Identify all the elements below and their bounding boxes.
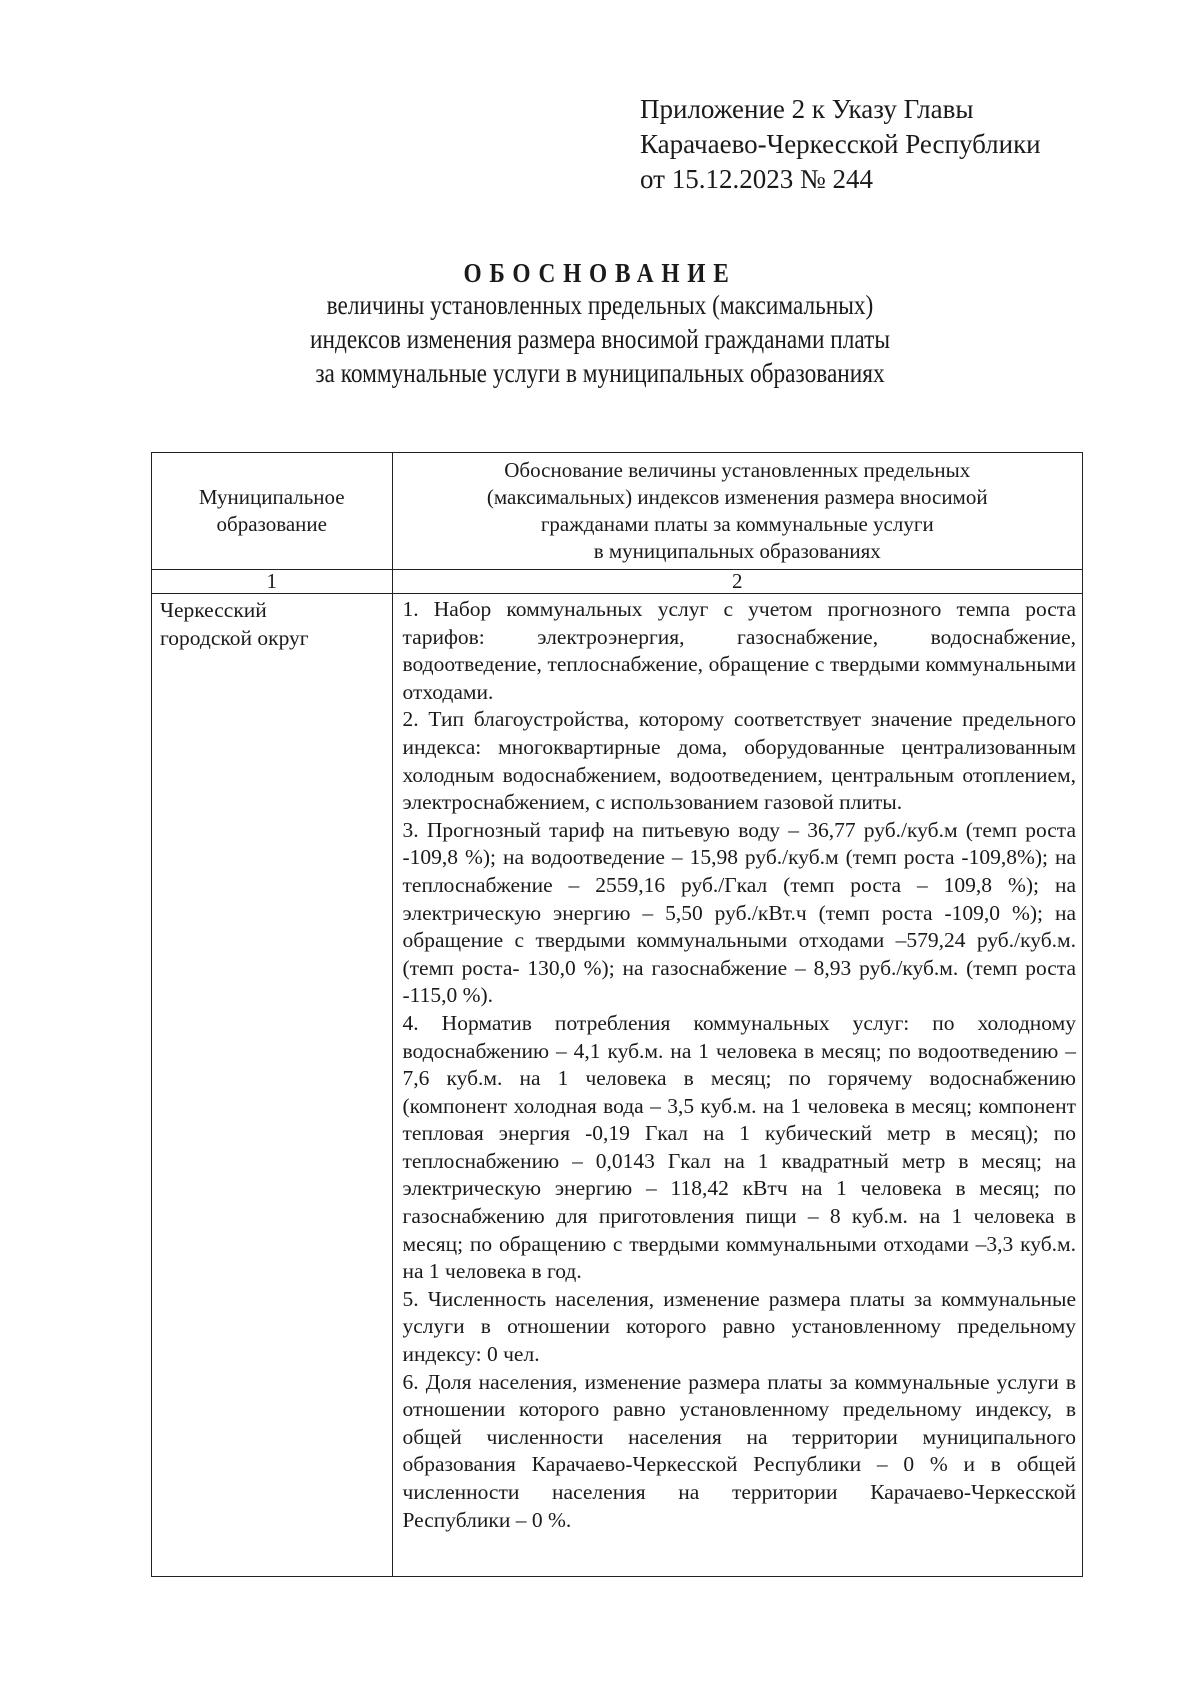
document-subtitle-line-3: за коммунальные услуги в муниципальных образованиях	[315, 358, 885, 388]
table-row	[152, 594, 1083, 1577]
annex-line-2: Карачаево-Черкесской Республики	[640, 129, 1041, 159]
column-number-2: 2	[392, 570, 1083, 594]
header-cell-justification	[392, 453, 1083, 570]
municipality-line-1: Черкесский	[160, 598, 267, 622]
header-justification-line-4: в муниципальных образованиях	[593, 539, 881, 563]
header-municipality-line-2: образование	[216, 512, 327, 536]
header-cell-municipality	[152, 453, 393, 570]
document-title-main: ОБОСНОВАНИЕ	[463, 258, 737, 288]
annex-header	[640, 92, 1041, 197]
municipality-cell	[152, 594, 393, 1577]
document-subtitle-line-2: индексов изменения размера вносимой гражданами платы	[310, 324, 890, 354]
header-justification-line-1: Обоснование величины установленных предельных	[504, 458, 971, 482]
column-number-1: 1	[152, 570, 393, 594]
annex-line-1: Приложение 2 к Указу Главы	[640, 94, 974, 124]
header-justification-line-2: (максимальных) индексов изменения размера вносимой	[486, 485, 988, 509]
justification-paragraph-2: 2. Тип благоустройства, которому соответствует значение предельного индекса: многоквартирные дома, оборудованные централизованным холодным водоснабжением, водоотведением, центральным отоплением, электроснабжением, с использованием газовой плиты.	[402, 707, 1076, 815]
document-title	[0, 258, 1200, 390]
header-municipality-line-1: Муниципальное	[198, 485, 345, 509]
justification-paragraph-4: 4. Норматив потребления коммунальных услуг: по холодному водоснабжению – 4,1 куб.м. на 1 человека в месяц; по водоотведению – 7,6 куб.м. на 1 человека в месяц; по горячему водоснабжению (компонент холодная вода – 3,5 куб.м. на 1 человека в месяц; компонент тепловая энергия -0,19 Гкал на 1 кубический метр в месяц); по теплоснабжению – 0,0143 Гкал на 1 квадратный метр в месяц; на электрическую энергию – 118,42 кВтч на 1 человека в месяц; по газоснабжению для приготовления пищи – 8 куб.м. на 1 человека в месяц; по обращению с твердыми коммунальными отходами –3,3 куб.м. на 1 человека в год.	[402, 1010, 1076, 1284]
municipality-line-2: городской округ	[160, 626, 309, 650]
justification-paragraph-5: 5. Численность населения, изменение размера платы за коммунальные услуги в отношении которого равно установленному предельному индексу: 0 чел.	[402, 1286, 1076, 1367]
justification-paragraph-1: 1. Набор коммунальных услуг с учетом прогнозного темпа роста тарифов: электроэнергия, газоснабжение, водоснабжение, водоотведение, теплоснабжение, обращение с твердыми коммунальными отходами.	[402, 597, 1076, 704]
header-justification-line-3: гражданами платы за коммунальные услуги	[540, 512, 934, 536]
table-number-row	[152, 570, 1083, 594]
table-header-row	[152, 453, 1083, 570]
annex-line-3: от 15.12.2023 № 244	[640, 164, 873, 194]
document-subtitle-line-1: величины установленных предельных (максимальных)	[326, 290, 874, 320]
justification-table	[151, 452, 1083, 1577]
justification-paragraph-6: 6. Доля населения, изменение размера платы за коммунальные услуги в отношении которого равно установленному предельному индексу, в общей численности населения на территории муниципального образования Карачаево-Черкесской Республики – 0 % и в общей численности населения на территории Карачаево-Черкесской Республики – 0 %.	[402, 1369, 1076, 1532]
justification-cell	[392, 594, 1083, 1577]
justification-paragraph-3: 3. Прогнозный тариф на питьевую воду – 36,77 руб./куб.м (темп роста -109,8 %); на водоотведение – 15,98 руб./куб.м (темп роста -109,8%); на теплоснабжение – 2559,16 руб./Гкал (темп роста – 109,8 %); на электрическую энергию – 5,50 руб./кВт.ч (темп роста -109,0 %); на обращение с твердыми коммунальными отходами –579,24 руб./куб.м. (темп роста- 130,0 %); на газоснабжение – 8,93 руб./куб.м. (темп роста -115,0 %).	[402, 817, 1076, 1008]
